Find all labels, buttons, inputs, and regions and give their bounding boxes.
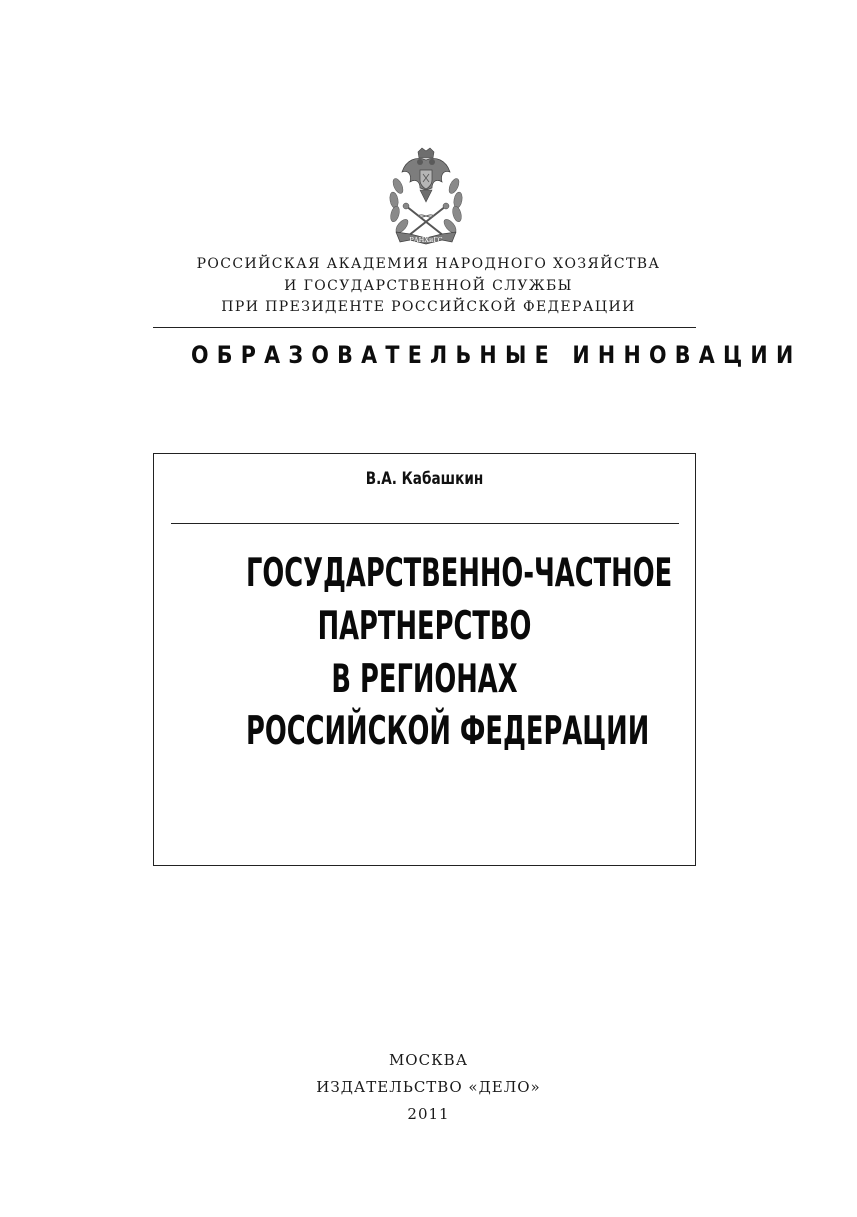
- book-title-line-2: ПАРТНЕРСТВО: [317, 604, 532, 649]
- book-title-line-4: РОССИЙСКОЙ ФЕДЕРАЦИИ: [245, 709, 650, 754]
- series-title: ОБРАЗОВАТЕЛЬНЫЕ ИННОВАЦИИ: [191, 341, 802, 369]
- org-name-line-2: И ГОСУДАРСТВЕННОЙ СЛУЖБЫ: [284, 278, 573, 294]
- title-frame: [153, 453, 696, 866]
- imprint-publisher: ИЗДАТЕЛЬСТВО «ДЕЛО»: [316, 1078, 541, 1096]
- author-divider: [171, 523, 679, 524]
- author-name: В.А. Кабашкин: [365, 469, 484, 489]
- imprint-city: МОСКВА: [388, 1051, 469, 1069]
- header-divider: [153, 327, 696, 328]
- imprint-year: 2011: [407, 1105, 450, 1123]
- emblem-ribbon-text: РАНХиГС: [409, 236, 443, 244]
- academy-emblem-logo: [386, 146, 466, 248]
- org-name-line-3: ПРИ ПРЕЗИДЕНТЕ РОССИЙСКОЙ ФЕДЕРАЦИИ: [221, 299, 636, 315]
- book-title-line-1: ГОСУДАРСТВЕННО-ЧАСТНОЕ: [245, 551, 673, 596]
- org-name-line-1: РОССИЙСКАЯ АКАДЕМИЯ НАРОДНОГО ХОЗЯЙСТВА: [196, 256, 661, 272]
- book-title-line-3: В РЕГИОНАХ: [331, 657, 518, 702]
